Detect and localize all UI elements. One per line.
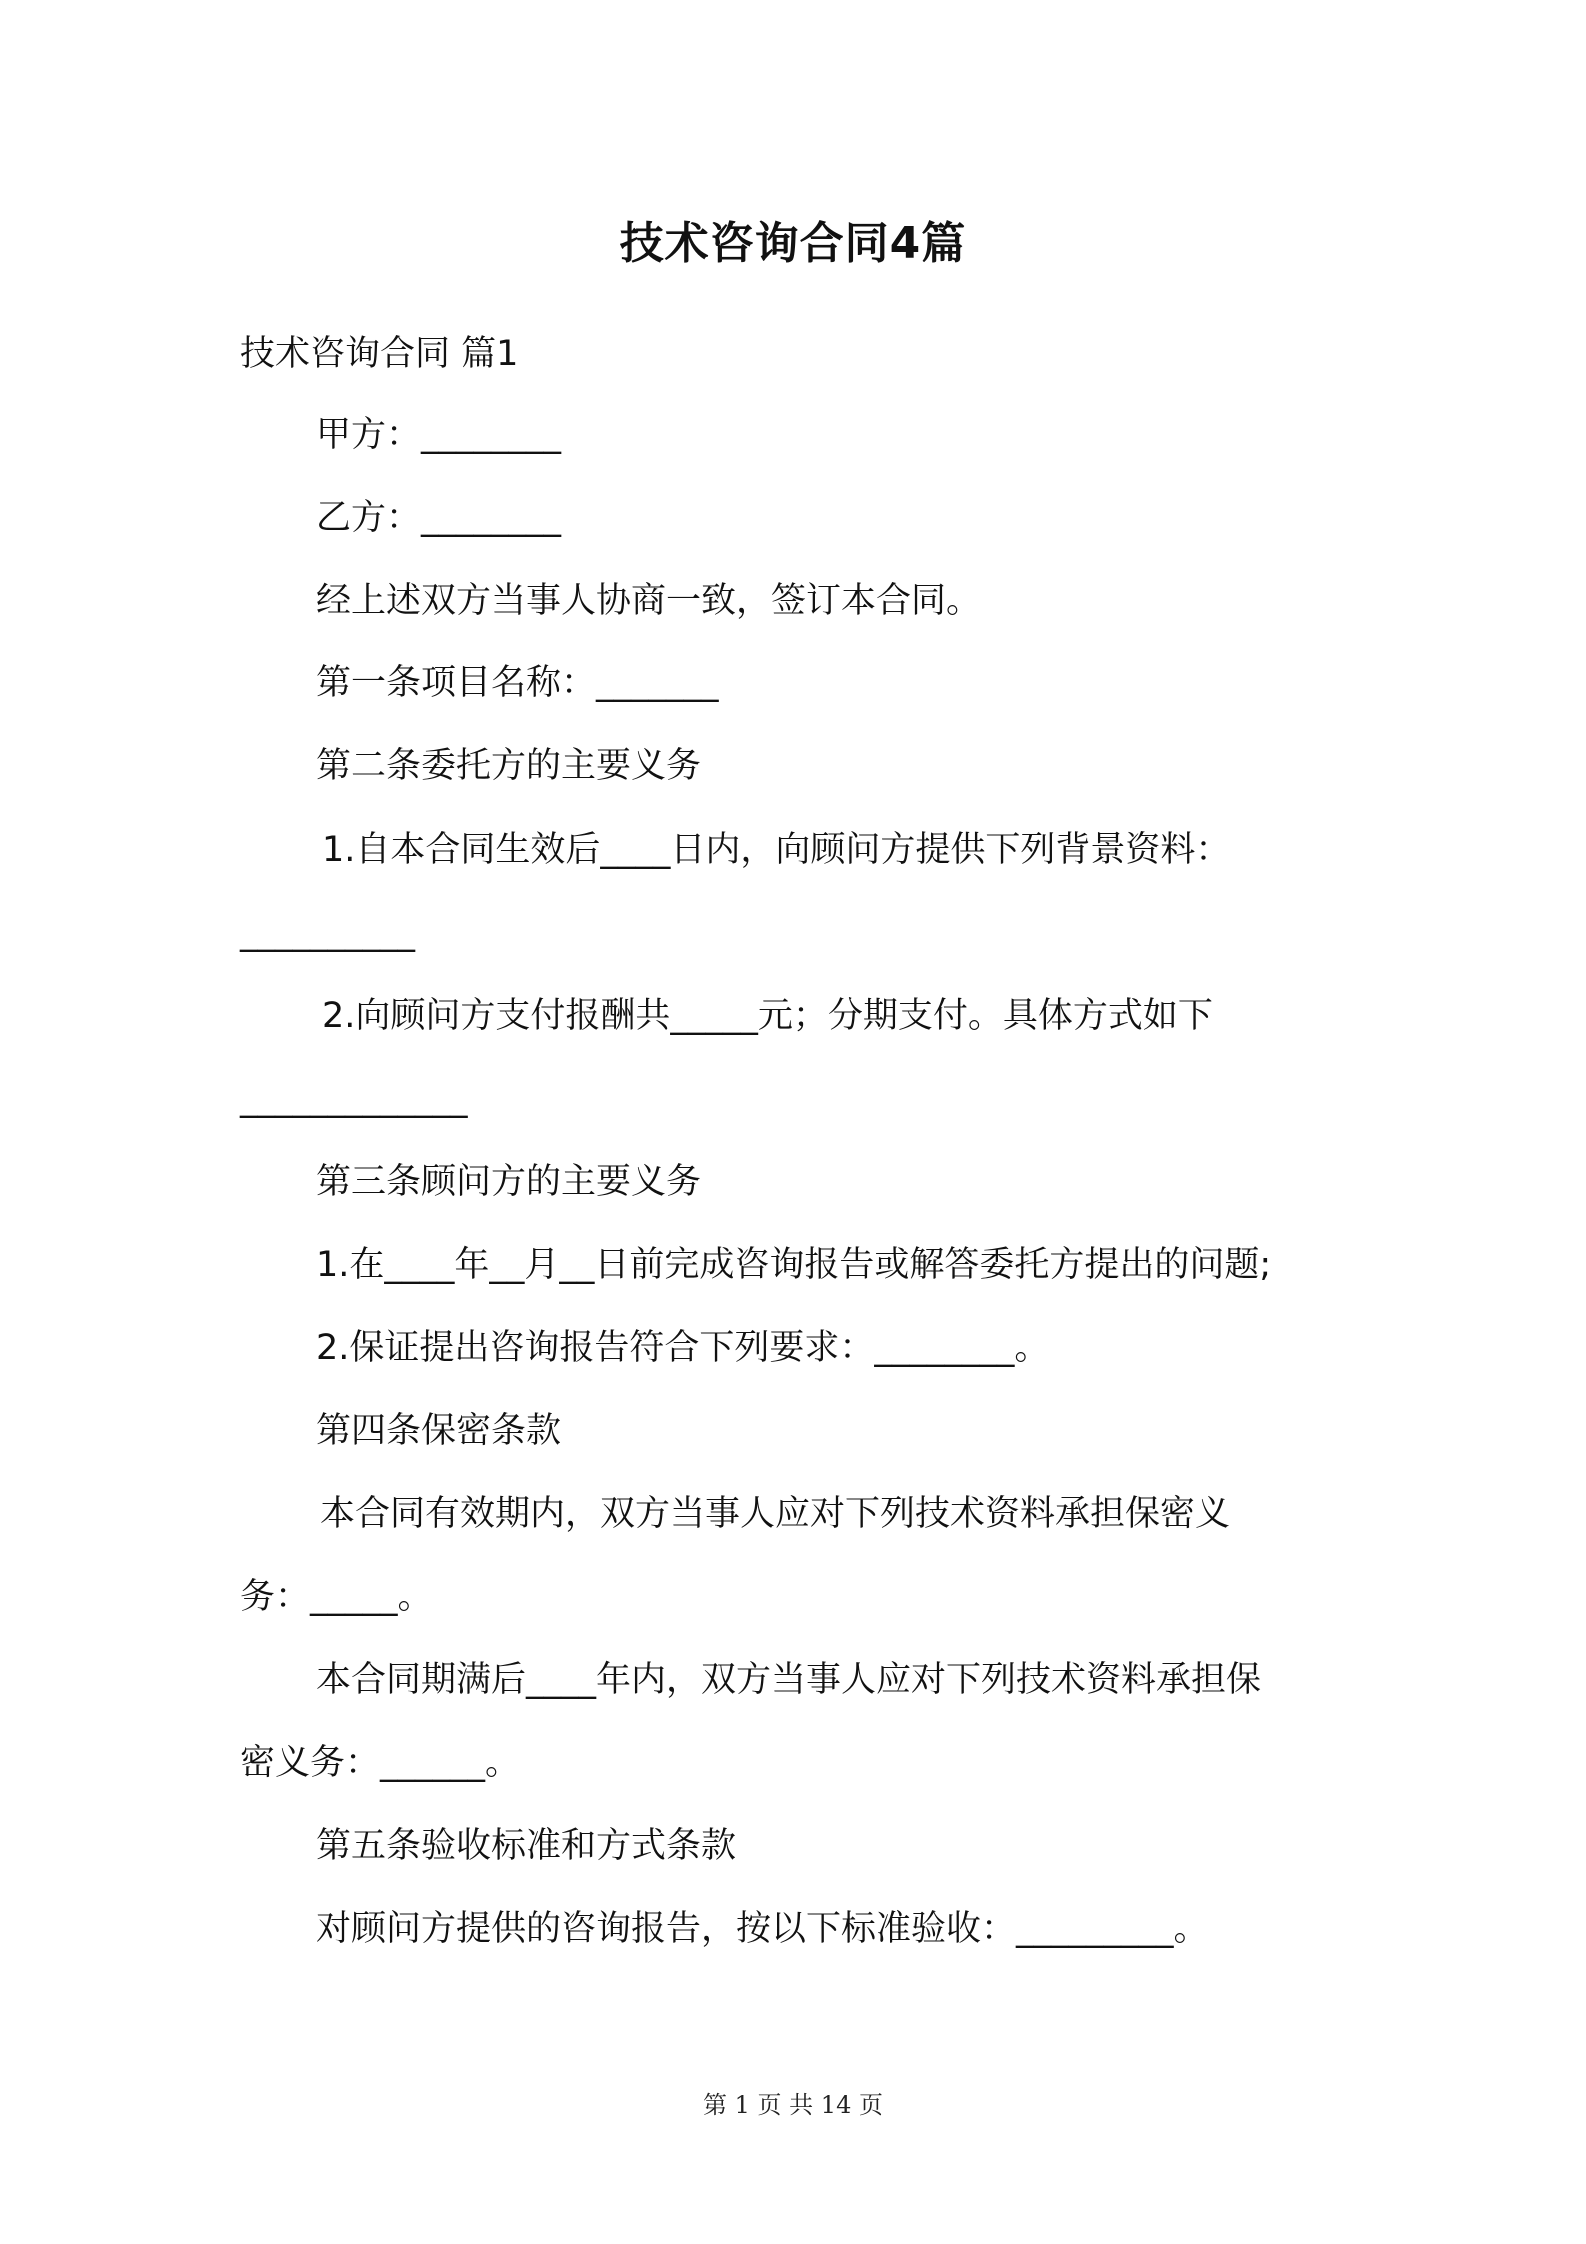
page-number-footer: 第 1 页 共 14 页 xyxy=(703,2091,883,2119)
document-title: 技术咨询合同4篇 xyxy=(619,218,967,269)
clause-heading: 第四条保密条款 xyxy=(316,1411,562,1451)
section-heading: 技术咨询合同 篇1 xyxy=(240,334,519,374)
party-a-line: 甲方：________ xyxy=(316,415,562,455)
clause-heading: 第一条项目名称：_______ xyxy=(316,663,719,703)
clause-heading: 第三条顾问方的主要义务 xyxy=(316,1162,702,1202)
paragraph-line: 经上述双方当事人协商一致，签订本合同。 xyxy=(316,581,982,621)
paragraph-line: 务：_____。 xyxy=(240,1577,433,1617)
paragraph-line: 对顾问方提供的咨询报告，按以下标准验收：_________。 xyxy=(316,1909,1209,1949)
paragraph-line: 本合同期满后____年内，双方当事人应对下列技术资料承担保 xyxy=(316,1660,1262,1700)
paragraph-line: 2.保证提出咨询报告符合下列要求：________。 xyxy=(316,1328,1050,1368)
paragraph-line: 1.自本合同生效后____日内，向顾问方提供下列背景资料： xyxy=(322,830,1231,870)
paragraph-line: 密义务：______。 xyxy=(240,1743,521,1783)
paragraph-line: 1.在____年__月__日前完成咨询报告或解答委托方提出的问题; xyxy=(316,1245,1272,1285)
clause-heading: 第二条委托方的主要义务 xyxy=(316,746,702,786)
paragraph-line: __________ xyxy=(240,913,415,953)
paragraph-line: 本合同有效期内，双方当事人应对下列技术资料承担保密义 xyxy=(320,1494,1231,1534)
clause-heading: 第五条验收标准和方式条款 xyxy=(316,1826,737,1866)
party-b-line: 乙方：________ xyxy=(316,498,562,538)
paragraph-line: 2.向顾问方支付报酬共_____元；分期支付。具体方式如下 xyxy=(322,996,1213,1036)
paragraph-line: _____________ xyxy=(240,1079,468,1119)
